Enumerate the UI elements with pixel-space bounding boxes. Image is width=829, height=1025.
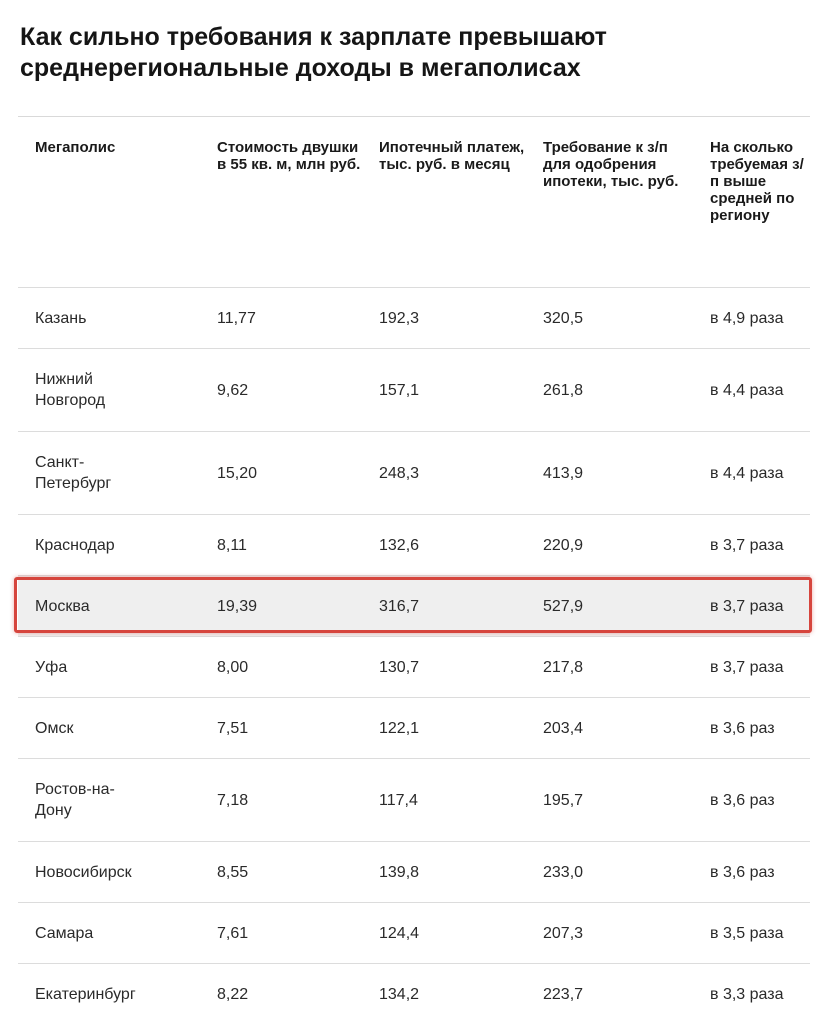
- table-row: [18, 432, 810, 515]
- cell-ratio: в 3,7 раза: [710, 536, 784, 554]
- cell-ratio: в 3,7 раза: [710, 597, 784, 615]
- header-salary: Требование к з/п для одобрения ипотеки, тыс. руб.: [543, 139, 679, 190]
- cell-city: Самара: [35, 924, 94, 942]
- header-payment: Ипотечный платеж, тыс. руб. в месяц: [379, 139, 525, 173]
- cell-payment: 117,4: [379, 791, 418, 809]
- cell-ratio: в 3,6 раз: [710, 719, 775, 737]
- table-row: [18, 903, 810, 964]
- cell-payment: 130,7: [379, 658, 420, 676]
- cell-payment: 248,3: [379, 464, 420, 482]
- cell-city: Краснодар: [35, 536, 115, 554]
- cell-city: Санкт-Петербург: [35, 454, 112, 492]
- cell-payment: 122,1: [379, 719, 420, 737]
- cell-ratio: в 3,5 раза: [710, 924, 784, 942]
- page-title: Как сильно требования к зарплате превышают среднерегиональные доходы в мегаполисах: [20, 23, 607, 82]
- table-row: [18, 349, 810, 432]
- cell-city: Казань: [35, 309, 87, 327]
- header-price: Стоимость двушки в 55 кв. м, млн руб.: [217, 139, 361, 173]
- table-row: [18, 698, 810, 759]
- cell-payment: 139,8: [379, 863, 420, 881]
- cell-city: Екатеринбург: [35, 986, 136, 1003]
- header-city: Мегаполис: [35, 139, 116, 156]
- cell-salary: 320,5: [543, 309, 584, 327]
- cell-city: Уфа: [35, 658, 68, 676]
- cell-payment: 124,4: [379, 924, 420, 942]
- cell-ratio: в 3,6 раз: [710, 791, 775, 809]
- cell-ratio: в 3,6 раз: [710, 863, 775, 881]
- cell-salary: 195,7: [543, 791, 584, 809]
- cell-payment: 192,3: [379, 309, 420, 327]
- cell-salary: 220,9: [543, 536, 584, 554]
- cell-price: 8,55: [217, 863, 249, 881]
- cell-ratio: в 4,9 раза: [710, 309, 784, 327]
- cell-payment: 132,6: [379, 536, 420, 554]
- cell-city: Омск: [35, 719, 74, 737]
- cell-price: 8,00: [217, 658, 249, 676]
- table-header-row: [18, 117, 810, 288]
- cell-salary: 217,8: [543, 658, 584, 676]
- cell-salary: 233,0: [543, 863, 584, 881]
- header-ratio: На сколько требуемая з/п выше средней по региону: [710, 139, 804, 224]
- table-row: [18, 288, 810, 349]
- cell-city: Новосибирск: [35, 863, 132, 881]
- cell-payment: 157,1: [379, 381, 420, 399]
- cell-price: 19,39: [217, 597, 258, 615]
- cell-city: Москва: [35, 597, 90, 615]
- table-row: [18, 759, 810, 842]
- cell-salary: 261,8: [543, 381, 584, 399]
- cell-salary: 203,4: [543, 719, 584, 737]
- cell-salary: 413,9: [543, 464, 584, 482]
- cell-payment: 316,7: [379, 597, 420, 615]
- salary-table: [18, 116, 810, 1025]
- table-row: [18, 637, 810, 698]
- table-row-highlighted: [18, 576, 810, 637]
- cell-price: 8,22: [217, 986, 249, 1003]
- cell-ratio: в 3,3 раза: [710, 986, 784, 1003]
- cell-ratio: в 4,4 раза: [710, 464, 784, 482]
- cell-price: 9,62: [217, 381, 249, 399]
- cell-salary: 223,7: [543, 986, 584, 1003]
- table-row: [18, 515, 810, 576]
- cell-city: Нижний Новгород: [35, 371, 106, 409]
- cell-price: 11,77: [217, 309, 256, 327]
- cell-price: 15,20: [217, 464, 258, 482]
- table-row: [18, 964, 810, 1025]
- cell-price: 7,61: [217, 924, 249, 942]
- cell-payment: 134,2: [379, 986, 420, 1003]
- cell-price: 8,11: [217, 536, 247, 554]
- cell-city: Ростов-на-Дону: [35, 781, 115, 819]
- cell-salary: 527,9: [543, 597, 584, 615]
- table-row: [18, 842, 810, 903]
- cell-price: 7,51: [217, 719, 249, 737]
- cell-salary: 207,3: [543, 924, 584, 942]
- cell-ratio: в 4,4 раза: [710, 381, 784, 399]
- cell-ratio: в 3,7 раза: [710, 658, 784, 676]
- cell-price: 7,18: [217, 791, 249, 809]
